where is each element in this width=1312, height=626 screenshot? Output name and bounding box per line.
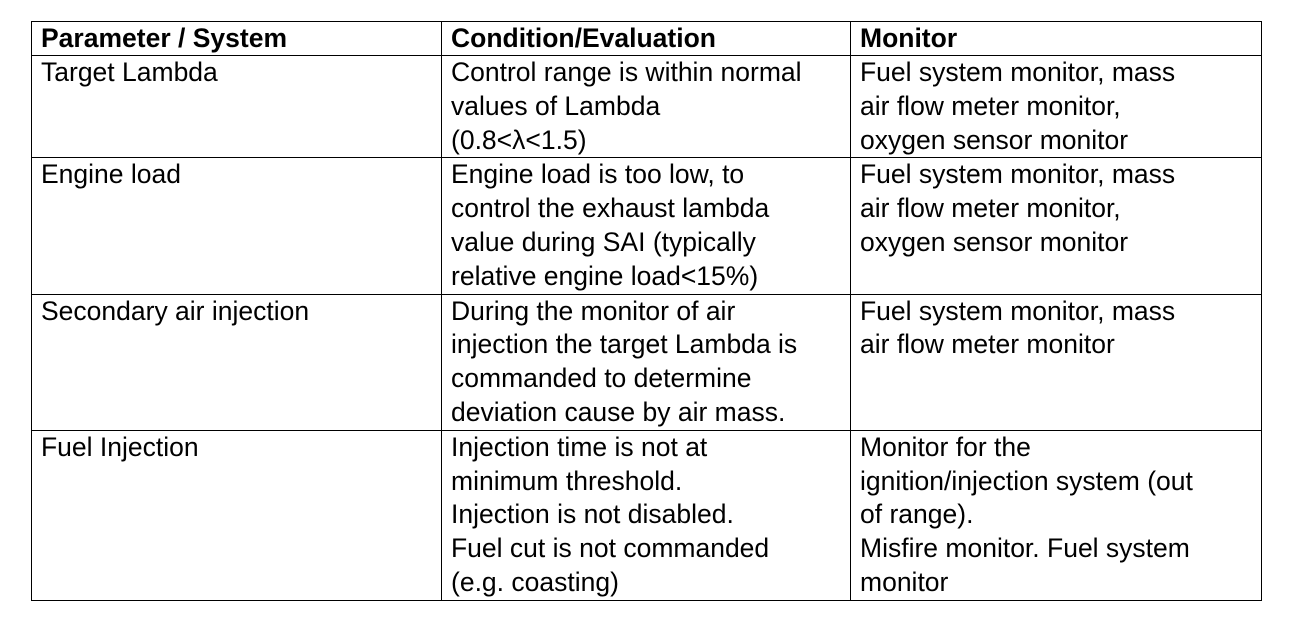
cell-line: Misfire monitor. Fuel system: [860, 533, 1190, 564]
parameter-cell: [32, 294, 442, 430]
cell-line: values of Lambda: [451, 90, 661, 121]
cell-line: air flow meter monitor: [860, 329, 1115, 360]
cell-line: Fuel system monitor, mass: [860, 57, 1176, 87]
cell-line: Engine load: [41, 159, 181, 190]
table-row: [32, 430, 1262, 600]
header-condition: Condition/Evaluation: [442, 22, 851, 56]
monitor-cell: [851, 158, 1262, 294]
condition-cell: [442, 294, 851, 430]
parameter-cell: [32, 430, 442, 600]
condition-cell: [442, 158, 851, 294]
cell-line: air flow meter monitor,: [860, 90, 1121, 121]
header-monitor: Monitor: [851, 22, 1262, 56]
cell-line: control the exhaust lambda: [451, 193, 770, 224]
cell-line: commanded to determine: [451, 363, 752, 394]
cell-line: Monitor for the: [860, 431, 1031, 462]
cell-line: Fuel Injection: [41, 431, 199, 462]
monitor-cell: [851, 294, 1262, 430]
cell-line: During the monitor of air: [451, 295, 736, 326]
table-row: [32, 294, 1262, 430]
monitor-cell: [851, 430, 1262, 600]
cell-line: (0.8<λ<1.5): [451, 124, 587, 155]
cell-line: of range).: [860, 499, 974, 530]
cell-line: minimum threshold.: [451, 465, 683, 496]
cell-line: value during SAI (typically: [451, 226, 756, 257]
cell-line: deviation cause by air mass.: [451, 396, 786, 427]
parameter-cell: [32, 158, 442, 294]
parameter-cell: [32, 56, 442, 158]
table-row: [32, 56, 1262, 158]
cell-line: Secondary air injection: [41, 295, 310, 326]
table-row: [32, 158, 1262, 294]
cell-line: Target Lambda: [41, 57, 218, 87]
cell-line: Engine load is too low, to: [451, 159, 745, 190]
table-header-row: [32, 22, 1262, 56]
condition-cell: [442, 430, 851, 600]
cell-line: (e.g. coasting): [451, 566, 619, 597]
cell-line: Fuel system monitor, mass: [860, 295, 1176, 326]
cell-line: injection the target Lambda is: [451, 329, 798, 360]
cell-line: Control range is within normal: [451, 57, 802, 87]
cell-line: relative engine load<15%): [451, 260, 759, 291]
header-parameter: Parameter / System: [32, 22, 442, 56]
cell-line: monitor: [860, 566, 949, 597]
cell-line: Injection time is not at: [451, 431, 708, 462]
monitor-cell: [851, 56, 1262, 158]
cell-line: oxygen sensor monitor: [860, 226, 1129, 257]
cell-line: air flow meter monitor,: [860, 193, 1121, 224]
cell-line: Fuel cut is not commanded: [451, 533, 770, 564]
monitor-conditions-table: [31, 21, 1262, 601]
cell-line: oxygen sensor monitor: [860, 124, 1129, 155]
cell-line: Fuel system monitor, mass: [860, 159, 1176, 190]
cell-line: ignition/injection system (out: [860, 465, 1193, 496]
cell-line: Injection is not disabled.: [451, 499, 734, 530]
condition-cell: [442, 56, 851, 158]
